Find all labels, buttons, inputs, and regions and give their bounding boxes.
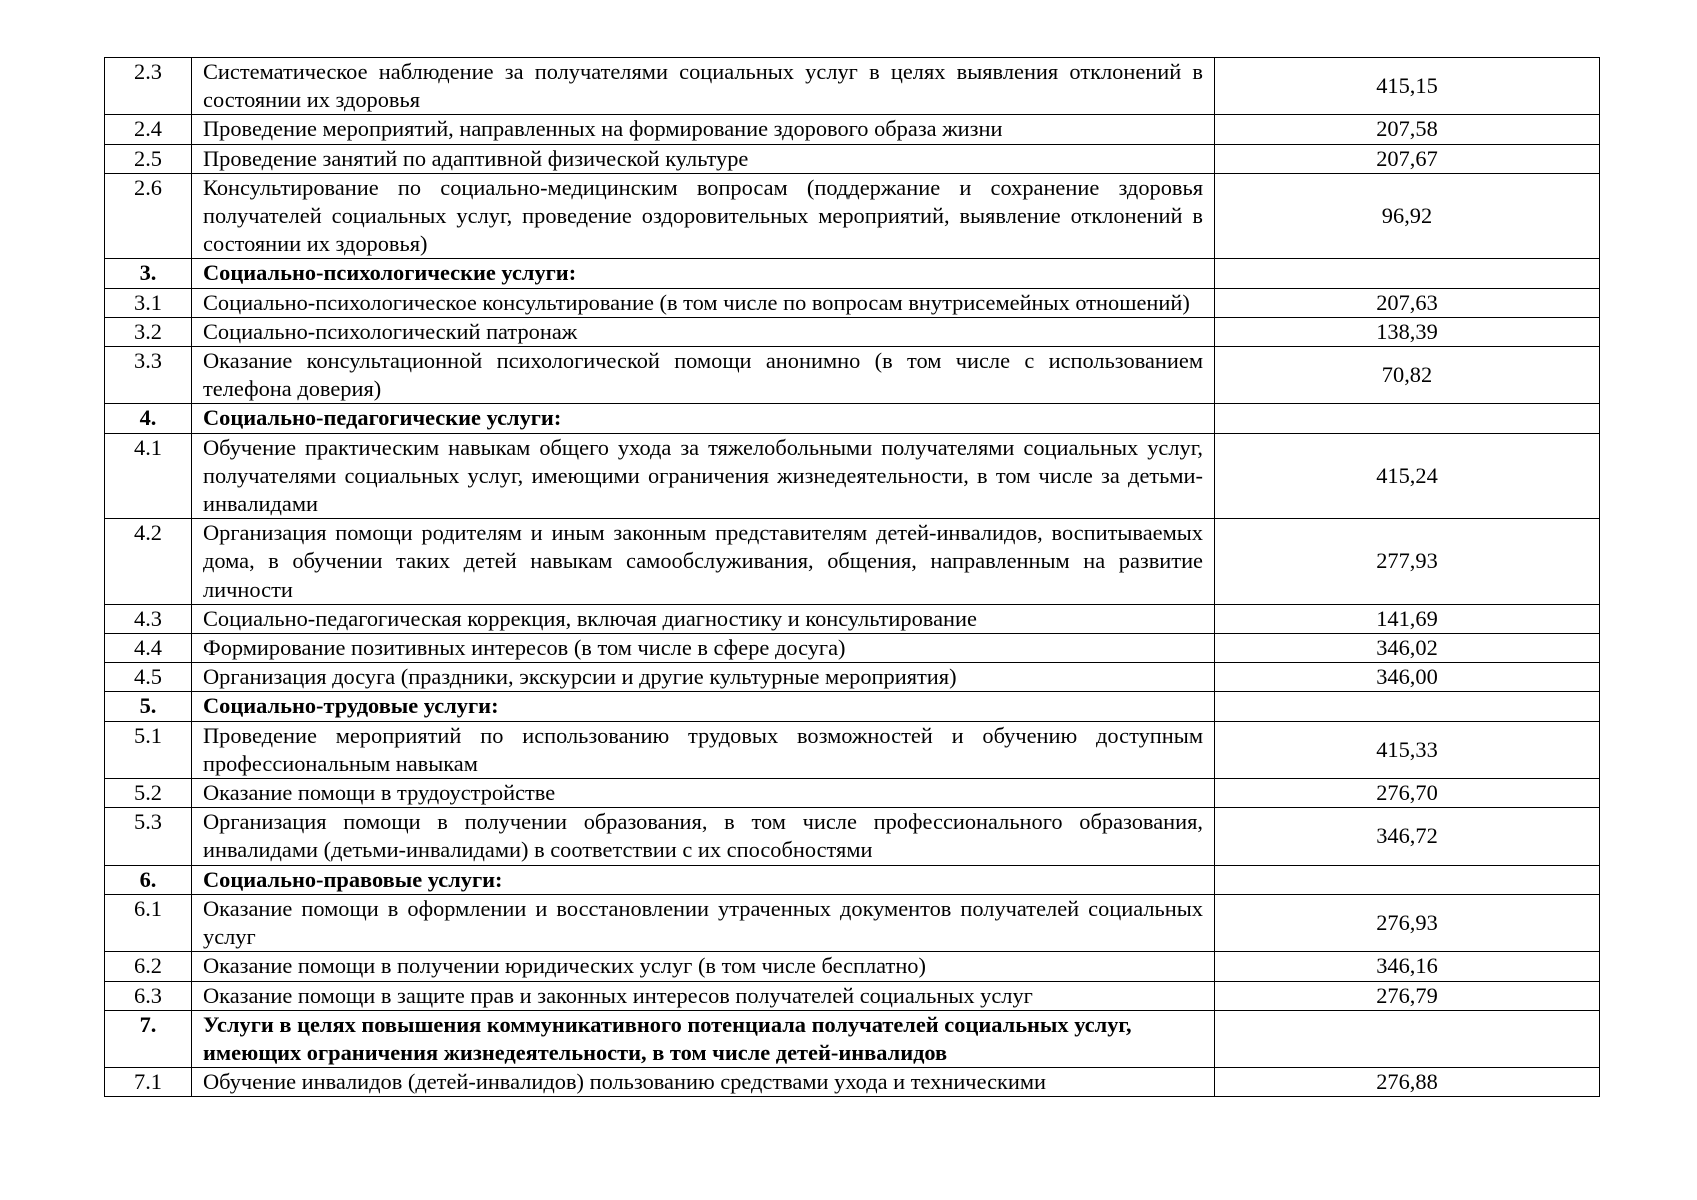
service-price <box>1215 865 1600 894</box>
services-tariff-table <box>104 57 1600 1097</box>
service-price: 96,92 <box>1215 173 1600 259</box>
service-price: 415,24 <box>1215 433 1600 519</box>
row-number: 3.1 <box>105 288 192 317</box>
section-title: Социально-педагогические услуги: <box>192 404 1215 433</box>
service-name: Проведение мероприятий, направленных на формирование здорового образа жизни <box>192 115 1215 144</box>
service-price: 415,15 <box>1215 58 1600 115</box>
row-number: 7.1 <box>105 1068 192 1097</box>
table-row <box>105 604 1600 633</box>
service-name: Социально-психологическое консультирование (в том числе по вопросам внутрисемейных отношений) <box>192 288 1215 317</box>
service-name: Организация помощи родителям и иным законным представителям детей-инвалидов, воспитываемых дома, в обучении таких детей навыкам самообслуживания, общения, направленным на развитие личности <box>192 519 1215 605</box>
service-name: Обучение инвалидов (детей-инвалидов) пользованию средствами ухода и техническими <box>192 1068 1215 1097</box>
row-number: 6. <box>105 865 192 894</box>
service-name: Организация досуга (праздники, экскурсии и другие культурные мероприятия) <box>192 663 1215 692</box>
table-row <box>105 634 1600 663</box>
row-number: 2.4 <box>105 115 192 144</box>
table-row <box>105 433 1600 519</box>
row-number: 5.1 <box>105 721 192 778</box>
row-number: 4.4 <box>105 634 192 663</box>
table-row <box>105 981 1600 1010</box>
row-number: 4.2 <box>105 519 192 605</box>
table-row <box>105 779 1600 808</box>
service-name: Социально-психологический патронаж <box>192 317 1215 346</box>
service-name: Социально-педагогическая коррекция, включая диагностику и консультирование <box>192 604 1215 633</box>
row-number: 3. <box>105 259 192 288</box>
table-row <box>105 894 1600 951</box>
service-price: 277,93 <box>1215 519 1600 605</box>
row-number: 4.5 <box>105 663 192 692</box>
service-name: Обучение практическим навыкам общего ухода за тяжелобольными получателями социальных услуг, получателями социальных услуг, имеющими ограничения жизнедеятельности, в том числе за детьми-инвалидами <box>192 433 1215 519</box>
row-number: 2.3 <box>105 58 192 115</box>
table-row <box>105 58 1600 115</box>
row-number: 3.2 <box>105 317 192 346</box>
service-name: Проведение занятий по адаптивной физической культуре <box>192 144 1215 173</box>
row-number: 6.1 <box>105 894 192 951</box>
service-price: 138,39 <box>1215 317 1600 346</box>
row-number: 2.6 <box>105 173 192 259</box>
service-price: 207,58 <box>1215 115 1600 144</box>
service-price: 415,33 <box>1215 721 1600 778</box>
service-price: 276,79 <box>1215 981 1600 1010</box>
table-row <box>105 144 1600 173</box>
service-name: Оказание консультационной психологической помощи анонимно (в том числе с использованием телефона доверия) <box>192 347 1215 404</box>
service-price: 207,67 <box>1215 144 1600 173</box>
section-header-row <box>105 692 1600 721</box>
section-header-row <box>105 865 1600 894</box>
row-number: 6.3 <box>105 981 192 1010</box>
service-price <box>1215 404 1600 433</box>
row-number: 6.2 <box>105 952 192 981</box>
row-number: 3.3 <box>105 347 192 404</box>
service-name: Организация помощи в получении образования, в том числе профессионального образования, инвалидами (детьми-инвалидами) в соответствии с их способностями <box>192 808 1215 865</box>
table-row <box>105 317 1600 346</box>
table-row <box>105 347 1600 404</box>
service-price: 346,02 <box>1215 634 1600 663</box>
row-number: 4.3 <box>105 604 192 633</box>
table-row <box>105 808 1600 865</box>
service-price: 276,70 <box>1215 779 1600 808</box>
section-header-row <box>105 1010 1600 1067</box>
row-number: 7. <box>105 1010 192 1067</box>
table-row <box>105 519 1600 605</box>
row-number: 2.5 <box>105 144 192 173</box>
table-row <box>105 288 1600 317</box>
row-number: 5. <box>105 692 192 721</box>
table-row <box>105 115 1600 144</box>
service-price: 141,69 <box>1215 604 1600 633</box>
table-body <box>105 58 1600 1097</box>
service-price: 70,82 <box>1215 347 1600 404</box>
service-price <box>1215 259 1600 288</box>
service-price: 276,88 <box>1215 1068 1600 1097</box>
service-name: Консультирование по социально-медицинским вопросам (поддержание и сохранение здоровья получателей социальных услуг, проведение оздоровительных мероприятий, выявление отклонений в состоянии их здоровья) <box>192 173 1215 259</box>
row-number: 4. <box>105 404 192 433</box>
service-price: 346,16 <box>1215 952 1600 981</box>
section-header-row <box>105 404 1600 433</box>
service-name: Оказание помощи в трудоустройстве <box>192 779 1215 808</box>
row-number: 5.2 <box>105 779 192 808</box>
table-row <box>105 721 1600 778</box>
table-row <box>105 952 1600 981</box>
service-price <box>1215 692 1600 721</box>
service-price: 346,72 <box>1215 808 1600 865</box>
service-name: Оказание помощи в получении юридических услуг (в том числе бесплатно) <box>192 952 1215 981</box>
table-row <box>105 1068 1600 1097</box>
section-title: Социально-правовые услуги: <box>192 865 1215 894</box>
table-row <box>105 663 1600 692</box>
service-name: Формирование позитивных интересов (в том числе в сфере досуга) <box>192 634 1215 663</box>
row-number: 5.3 <box>105 808 192 865</box>
service-price: 276,93 <box>1215 894 1600 951</box>
section-title: Социально-психологические услуги: <box>192 259 1215 288</box>
service-name: Оказание помощи в оформлении и восстановлении утраченных документов получателей социальных услуг <box>192 894 1215 951</box>
section-header-row <box>105 259 1600 288</box>
section-title: Социально-трудовые услуги: <box>192 692 1215 721</box>
row-number: 4.1 <box>105 433 192 519</box>
service-price <box>1215 1010 1600 1067</box>
service-name: Оказание помощи в защите прав и законных интересов получателей социальных услуг <box>192 981 1215 1010</box>
table-row <box>105 173 1600 259</box>
service-name: Систематическое наблюдение за получателями социальных услуг в целях выявления отклонений в состоянии их здоровья <box>192 58 1215 115</box>
section-title: Услуги в целях повышения коммуникативного потенциала получателей социальных услуг, имеющих ограничения жизнедеятельности, в том числе детей-инвалидов <box>192 1010 1215 1067</box>
service-price: 346,00 <box>1215 663 1600 692</box>
service-price: 207,63 <box>1215 288 1600 317</box>
service-name: Проведение мероприятий по использованию трудовых возможностей и обучению доступным профессиональным навыкам <box>192 721 1215 778</box>
